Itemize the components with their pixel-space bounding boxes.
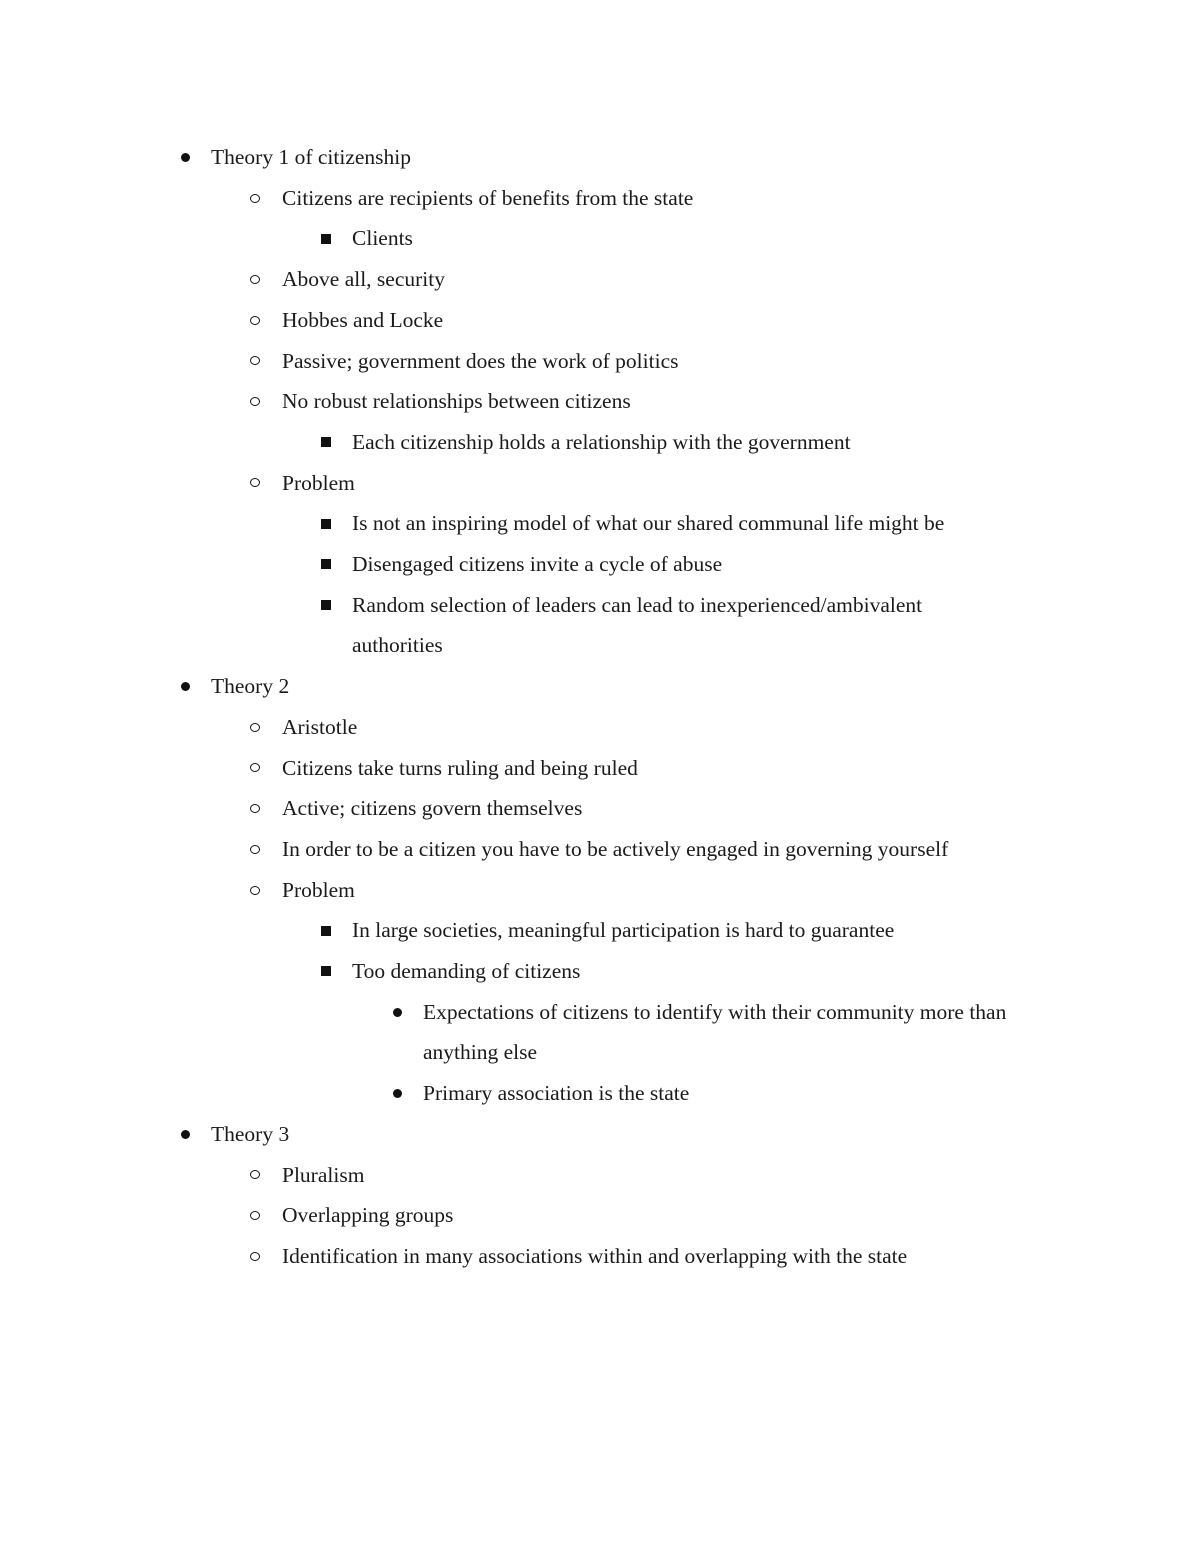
bullet-circle-icon [247, 1155, 263, 1196]
list-item-text: Random selection of leaders can lead to inexperienced/ambivalent authorities [352, 592, 923, 658]
bullet-square-icon [318, 503, 334, 544]
bullet-square-icon [318, 910, 334, 951]
bullet-circle-icon [247, 1195, 263, 1236]
list-item-text: Primary association is the state [423, 1081, 690, 1106]
bullet-circle-icon [247, 748, 263, 789]
list-item [0, 137, 1200, 178]
bullet-circle-icon [247, 707, 263, 748]
list-item-text: Is not an inspiring model of what our shared communal life might be [352, 511, 945, 536]
bullet-dot-icon [177, 666, 193, 707]
list-item [0, 422, 1012, 463]
list-item-text: Pluralism [282, 1162, 365, 1187]
list-item-text: Theory 1 of citizenship [211, 145, 412, 169]
bullet-circle-icon [247, 870, 263, 911]
list-item [0, 870, 1200, 911]
list-item [0, 178, 1200, 219]
list-item [0, 218, 1012, 259]
bullet-circle-icon [247, 788, 263, 829]
list-item [0, 1155, 1200, 1196]
bullet-circle-icon [247, 300, 263, 341]
bullet-circle-icon [247, 381, 263, 422]
list-item [0, 585, 1012, 666]
list-item-text: Active; citizens govern themselves [282, 796, 583, 821]
list-item-text: Each citizenship holds a relationship with the government [352, 429, 851, 454]
list-item-text: Passive; government does the work of politics [282, 348, 679, 373]
bullet-square-icon [318, 218, 334, 259]
list-item [0, 666, 1200, 707]
list-item-text: Overlapping groups [282, 1203, 454, 1228]
list-item [0, 1195, 1200, 1236]
bullet-circle-icon [247, 829, 263, 870]
bullet-dot-icon [389, 992, 405, 1033]
list-item [0, 259, 1200, 300]
list-item-text: Problem [282, 470, 355, 495]
bullet-circle-icon [247, 463, 263, 504]
list-item-text: Too demanding of citizens [352, 959, 581, 984]
list-item [0, 341, 1200, 382]
list-item-text: In large societies, meaningful participation is hard to guarantee [352, 918, 895, 943]
list-item [0, 748, 1200, 789]
list-item-text: Above all, security [282, 267, 445, 292]
bullet-square-icon [318, 422, 334, 463]
list-item [0, 503, 1012, 544]
bullet-circle-icon [247, 178, 263, 219]
list-item [0, 829, 1200, 870]
bullet-square-icon [318, 585, 334, 626]
list-item-text: No robust relationships between citizens [282, 389, 631, 414]
document-page [0, 137, 1200, 1277]
list-item-text: Clients [352, 226, 413, 251]
bullet-circle-icon [247, 1236, 263, 1277]
list-item-text: Hobbes and Locke [282, 307, 444, 332]
list-item-text: Aristotle [282, 714, 358, 739]
list-item [0, 1114, 1200, 1155]
list-item-text: Theory 2 [211, 674, 290, 699]
list-item [0, 788, 1200, 829]
list-item [0, 951, 1012, 992]
list-item [0, 1236, 1200, 1277]
list-item [0, 381, 1200, 422]
list-item-text: Citizens are recipients of benefits from the state [282, 185, 694, 210]
bullet-dot-icon [177, 1114, 193, 1155]
bullet-dot-icon [389, 1073, 405, 1114]
list-item-text: Problem [282, 877, 355, 902]
list-item [0, 544, 1012, 585]
bullet-square-icon [318, 951, 334, 992]
list-item-text: Identification in many associations within and overlapping with the state [282, 1243, 908, 1268]
list-item-text: Disengaged citizens invite a cycle of abuse [352, 552, 723, 577]
bullet-dot-icon [177, 137, 193, 178]
list-item [0, 300, 1200, 341]
list-item-text: Theory 3 [211, 1121, 290, 1146]
list-item [0, 1073, 1023, 1114]
bullet-circle-icon [247, 341, 263, 382]
bullet-square-icon [318, 544, 334, 585]
bullet-outline [0, 137, 1200, 1277]
list-item [0, 463, 1200, 504]
bullet-circle-icon [247, 259, 263, 300]
list-item [0, 992, 1023, 1073]
list-item [0, 910, 1012, 951]
list-item [0, 707, 1200, 748]
list-item-text: Expectations of citizens to identify with their community more than anything else [423, 999, 1007, 1065]
list-item-text: In order to be a citizen you have to be actively engaged in governing yourself [282, 836, 949, 861]
list-item-text: Citizens take turns ruling and being ruled [282, 755, 638, 780]
